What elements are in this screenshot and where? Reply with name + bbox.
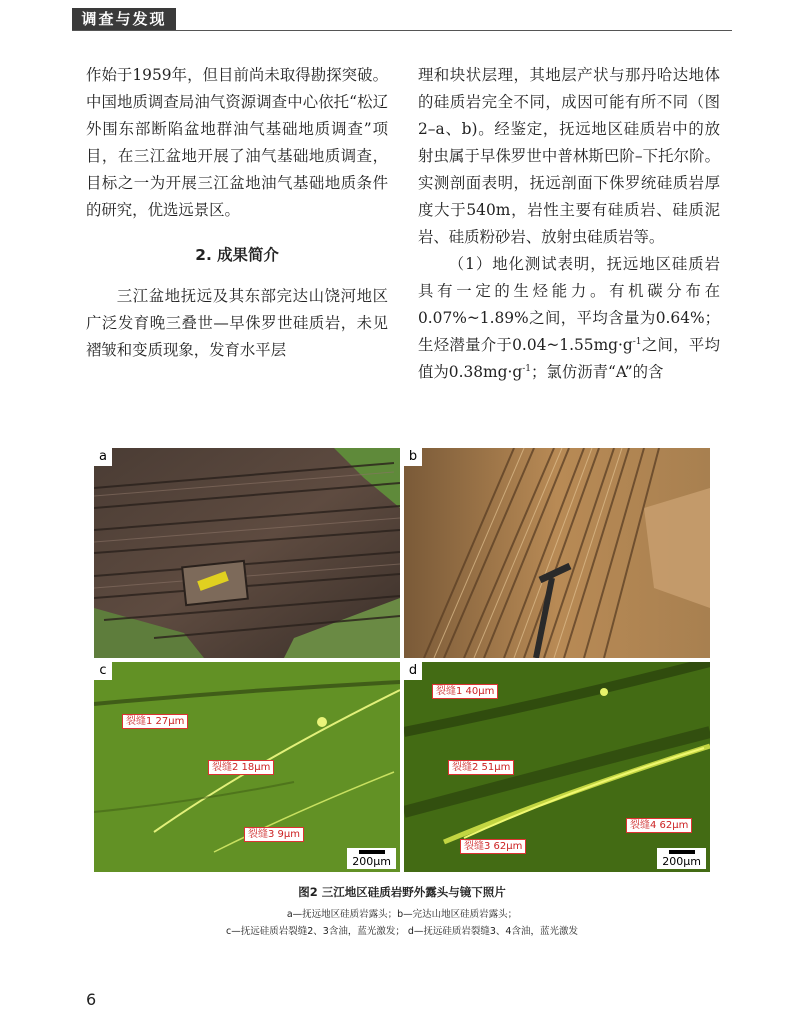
superscript-unit: -1 [522,363,532,374]
panel-label-a: a [94,448,112,466]
outcrop-photo-a [94,448,400,658]
right-text-column [418,62,720,386]
page-number: 6 [86,990,97,1009]
crack-label-d-3: 裂缝3 62μm [460,839,526,854]
panel-a-outcrop-photo [94,448,400,658]
right-paragraph-1: 理和块状层理，其地层产状与那丹哈达地体的硅质岩完全不同，成因可能有所不同（图2–a、b)。经鉴定，抚远地区硅质岩中的放射虫属于早侏罗世中普林斯巴阶–下托尔阶。实测剖面表明，抚远剖面下侏罗统硅质岩厚度大于540m，岩性主要有硅质岩、硅质泥岩、硅质粉砂岩、放射虫硅质岩等。 [418,66,720,246]
scale-bar-c-label: 200μm [352,855,391,868]
left-paragraph-2: 三江盆地抚远及其东部完达山饶河地区广泛发育晚三叠世—早侏罗世硅质岩，未见褶皱和变质现象，发育水平层 [86,287,388,359]
figure-caption-line-2: c—抚远硅质岩裂缝2、3含油，蓝光激发； d—抚远硅质岩裂缝3、4含油，蓝光激发 [226,926,578,937]
panel-label-d: d [404,662,422,680]
left-paragraph-1: 作始于1959年，但目前尚未取得勘探突破。中国地质调查局油气资源调查中心依托“松辽外围东部断陷盆地群油气基础地质调查”项目，在三江盆地开展了油气基础地质调查，目标之一为开展三江盆地油气基础地质条件的研究，优选远景区。 [86,66,388,219]
left-text-column [86,62,388,364]
figure-title: 图2 三江地区硅质岩野外露头与镜下照片 [298,885,506,899]
superscript-unit: -1 [632,336,642,347]
crack-label-d-1: 裂缝1 40μm [432,684,498,699]
scale-bar-d [657,848,706,869]
figure-2 [94,448,710,872]
figure-caption-line-1: a—抚远地区硅质岩露头；b—完达山地区硅质岩露头； [286,909,518,920]
crack-label-c-1: 裂缝1 27μm [122,714,188,729]
right-paragraph-2 [418,251,720,386]
scale-bar-c-line [359,850,385,854]
right-paragraph-2-part-c: ；氯仿沥青“A”的含 [531,363,664,381]
section-heading: 2. 成果简介 [195,246,279,264]
crack-label-c-2: 裂缝2 18μm [208,760,274,775]
scale-bar-c [347,848,396,869]
panel-label-b: b [404,448,422,466]
scale-bar-d-label: 200μm [662,855,701,868]
panel-c-microscope-photo [94,662,400,872]
panel-b-outcrop-photo [404,448,710,658]
scale-bar-d-line [669,850,695,854]
panel-d-microscope-photo [404,662,710,872]
header-rule [72,30,732,31]
crack-label-d-2: 裂缝2 51μm [448,760,514,775]
section-header-tab: 调查与发现 [72,8,176,30]
right-paragraph-2-part-b: 之间，平均值为0.38mg·g [418,336,720,381]
crack-label-c-3: 裂缝3 9μm [244,827,304,842]
panel-label-c: c [94,662,112,680]
right-paragraph-2-part-a: （1）地化测试表明，抚远地区硅质岩具有一定的生烃能力。有机碳分布在0.07%~1.89%之间，平均含量为0.64%；生烃潜量介于0.04~1.55mg·g [418,255,720,354]
crack-label-d-4: 裂缝4 62μm [626,818,692,833]
outcrop-photo-b [404,448,710,658]
